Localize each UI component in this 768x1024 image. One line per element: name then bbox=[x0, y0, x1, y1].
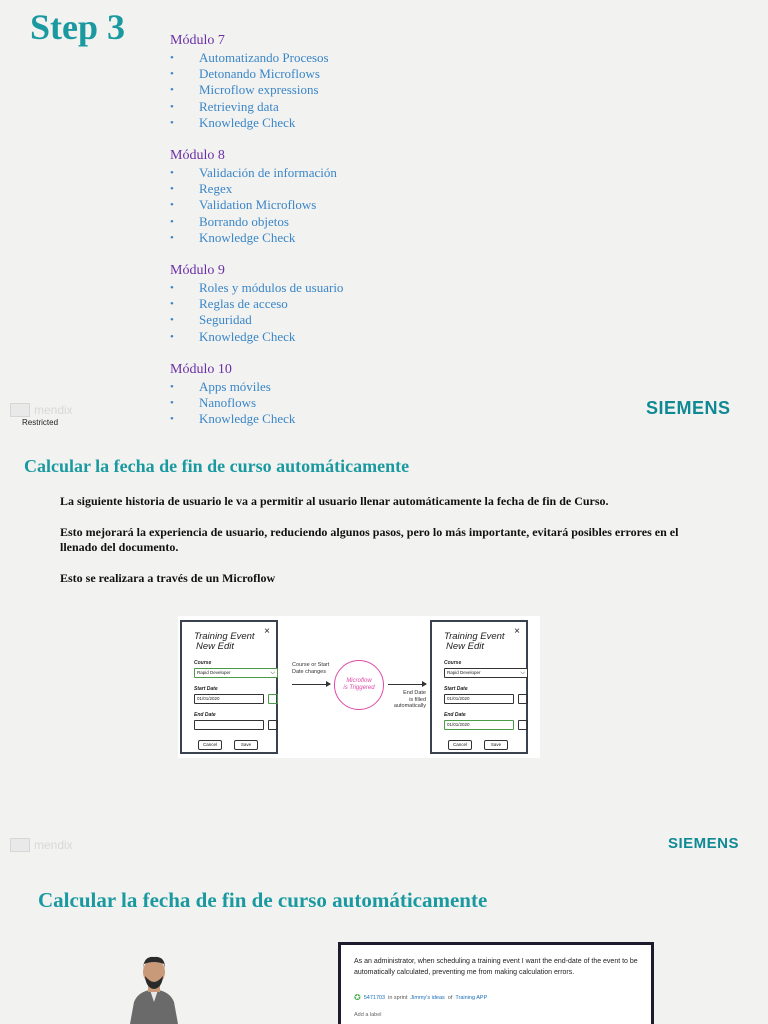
module-7 bbox=[170, 32, 343, 131]
paragraph: Esto se realizara a través de un Microflow bbox=[60, 570, 276, 585]
course-label: Course bbox=[194, 660, 212, 666]
start-date-label: Start Date bbox=[194, 686, 218, 692]
course-label: Course bbox=[444, 660, 462, 666]
course-select: Rapid Developer ⌵ bbox=[194, 668, 278, 678]
calendar-icon bbox=[518, 720, 528, 730]
form-title: Training Event New Edit bbox=[194, 631, 255, 652]
paragraph: Esto mejorará la experiencia de usuario, reduciendo algunos pasos, pero lo más importante, evitará posibles errores en el llenado del documento. bbox=[60, 524, 679, 554]
mendix-logo: mendix bbox=[10, 403, 73, 417]
list-item: • Knowledge Check bbox=[170, 230, 343, 246]
start-date-label: Start Date bbox=[444, 686, 468, 692]
user-story-text: As an administrator, when scheduling a training event I want the end-date of the event to be automatically calculated, preventing me from making calculation errors. bbox=[354, 958, 638, 976]
list-item: • Nanoflows bbox=[170, 395, 343, 411]
list-item: • Apps móviles bbox=[170, 379, 343, 395]
module-title: Módulo 7 bbox=[170, 33, 225, 48]
list-item: • Microflow expressions bbox=[170, 82, 343, 98]
result-caption: End Date is filled automatically bbox=[393, 690, 426, 709]
list-item: • Borrando objetos bbox=[170, 214, 343, 230]
story-meta: ✪ 5471703 in sprint Jimmy's ideas of Training APP bbox=[354, 993, 488, 1002]
list-item: • Validation Microflows bbox=[170, 197, 343, 213]
siemens-logo: SIEMENS bbox=[668, 835, 740, 852]
user-story-card bbox=[338, 942, 654, 1024]
list-item: • Automatizando Procesos bbox=[170, 50, 343, 66]
add-label-link[interactable]: Add a label bbox=[354, 1012, 382, 1018]
list-item: • Reglas de acceso bbox=[170, 296, 343, 312]
app-link[interactable]: Training APP bbox=[455, 994, 488, 1001]
list-item: • Validación de información bbox=[170, 165, 343, 181]
mendix-logo: mendix bbox=[10, 838, 73, 852]
module-title: Módulo 10 bbox=[170, 361, 232, 377]
form-title: Training Event New Edit bbox=[444, 631, 505, 652]
person-illustration bbox=[124, 952, 182, 1024]
module-8 bbox=[170, 147, 343, 246]
start-date-field: 01/01/2020 bbox=[194, 694, 264, 704]
module-list bbox=[170, 32, 343, 443]
paragraph: La siguiente historia de usuario le va a permitir al usuario llenar automáticamente la fecha de fin de Curso. bbox=[60, 494, 609, 508]
slide-step3 bbox=[0, 0, 768, 440]
save-button: Save bbox=[484, 740, 508, 750]
calendar-icon bbox=[518, 694, 528, 704]
form-before bbox=[180, 620, 278, 754]
trigger-caption: Course or Start Date changes bbox=[292, 662, 330, 675]
slide2-title: Calcular la fecha de fin de curso automáticamente bbox=[24, 456, 410, 476]
mendix-icon bbox=[10, 403, 30, 417]
list-item: • Retrieving data bbox=[170, 99, 343, 115]
end-date-field bbox=[194, 720, 264, 730]
mendix-icon bbox=[10, 838, 30, 852]
slide2-body bbox=[60, 494, 680, 601]
form-after bbox=[430, 620, 528, 754]
microflow-diagram bbox=[178, 616, 540, 758]
list-item: • Regex bbox=[170, 181, 343, 197]
chevron-down-icon: ⌵ bbox=[520, 670, 525, 676]
close-icon: × bbox=[514, 626, 520, 637]
list-item: • Detonando Microflows bbox=[170, 66, 343, 82]
chevron-down-icon: ⌵ bbox=[270, 670, 275, 676]
end-date-label: End Date bbox=[194, 712, 216, 718]
list-item: • Knowledge Check bbox=[170, 411, 343, 427]
list-item: • Knowledge Check bbox=[170, 329, 343, 345]
list-item: • Knowledge Check bbox=[170, 115, 343, 131]
arrow-icon bbox=[388, 684, 426, 685]
cancel-button: Cancel bbox=[448, 740, 472, 750]
module-title: Módulo 8 bbox=[170, 148, 225, 164]
module-9 bbox=[170, 262, 343, 345]
slide3-title: Calcular la fecha de fin de curso automáticamente bbox=[38, 888, 488, 912]
story-id-link[interactable]: 5471703 bbox=[363, 994, 386, 1001]
close-icon: × bbox=[264, 626, 270, 637]
end-date-field: 01/01/2020 bbox=[444, 720, 514, 730]
story-icon: ✪ bbox=[354, 993, 361, 1002]
list-item: • Roles y módulos de usuario bbox=[170, 280, 343, 296]
step-title: Step 3 bbox=[30, 7, 126, 47]
save-button: Save bbox=[234, 740, 258, 750]
siemens-logo: SIEMENS bbox=[646, 398, 731, 418]
calendar-icon bbox=[268, 720, 278, 730]
arrow-icon bbox=[292, 684, 330, 685]
restricted-label: Restricted bbox=[22, 418, 59, 427]
end-date-label: End Date bbox=[444, 712, 466, 718]
module-title: Módulo 9 bbox=[170, 263, 225, 279]
cancel-button: Cancel bbox=[198, 740, 222, 750]
calendar-icon bbox=[268, 694, 278, 704]
list-item: • Seguridad bbox=[170, 312, 343, 328]
sprint-link[interactable]: Jimmy's ideas bbox=[410, 994, 445, 1001]
microflow-trigger: Microflow is Triggered bbox=[334, 660, 384, 710]
module-10 bbox=[170, 361, 343, 428]
start-date-field: 01/01/2020 bbox=[444, 694, 514, 704]
course-select: Rapid Developer ⌵ bbox=[444, 668, 528, 678]
